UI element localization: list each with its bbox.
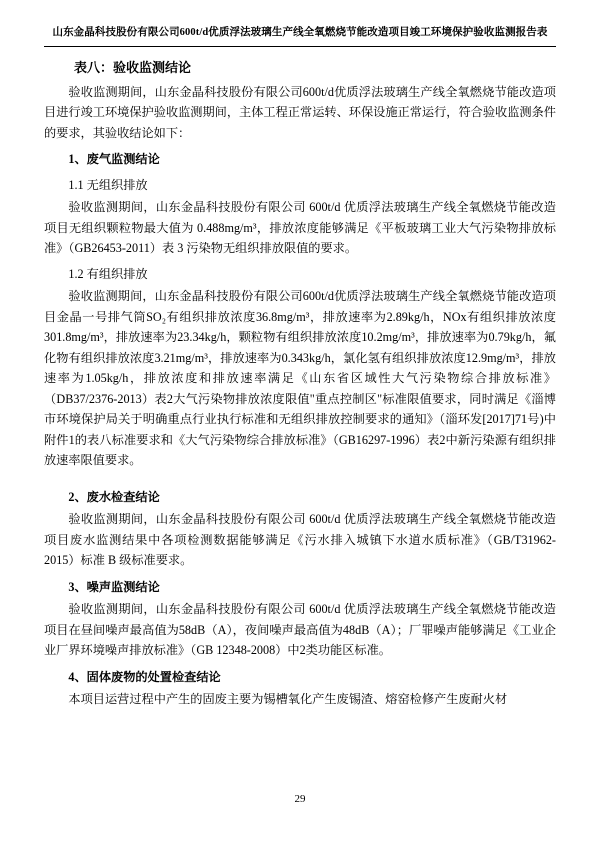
section-heading-4: 4、固体废物的处置检查结论 [68,669,221,684]
section-heading-1: 1、废气监测结论 [68,152,160,167]
running-header: 山东金晶科技股份有限公司600t/d优质浮法玻璃生产线全氧燃烧节能改造项目竣工环境保护验收监测报告表 [44,26,556,47]
page-title: 表八：验收监测结论 [74,59,192,75]
paragraph-1-2-1: 验收监测期间，山东金晶科技股份有限公司600t/d优质浮法玻璃生产线全氧燃烧节能改造项目金晶一号排气筒SO₂有组织排放浓度36.8mg/m³，排放速率为2.89kg/h，NOx有组织排放浓度301.8mg/m³，排放速率为23.34kg/h，颗粒物有组织排放浓度10.2mg/m³，排放速率为0.79kg/h，氟化物有组织排放浓度3.21mg/m³，排放速率为0.343kg/h，氯化氢有组织排放浓度12.9mg/m³，排放速率为1.05kg/h，排放浓度和排放速率满足《山东省区域性大气污染物综合排放标准》（DB37/2376-2013）表2大气污染物排放浓度限值"重点控制区"标准限值要求，同时满足《淄博市环境保护局关于明确重点行业执行标准和无组织排放控制要求的通知》（淄环发[2017]71号)中附件1的表八标准要求和《大气污染物综合排放标准》（GB16297-1996）表2中新污染源有组织排放速率限值要求。 [44,289,556,468]
paragraph-4-1: 本项目运营过程中产生的固废主要为锡槽氧化产生废锡渣、熔窑检修产生废耐火材 [68,692,508,707]
page-number: 29 [294,793,306,805]
subsection-heading-1-2: 1.2 有组织排放 [68,266,148,281]
paragraph-3-1: 验收监测期间，山东金晶科技股份有限公司 600t/d 优质浮法玻璃生产线全氧燃烧节能改造项目在昼间噪声最高值为58dB（A），夜间噪声最高值为48dB（A）；厂罪噪声能够满足《工业企业厂界环境噪声排放标准》（GB 12348-2008）中2类功能区标准。 [44,602,556,658]
paragraph-1-1-1: 验收监测期间，山东金晶科技股份有限公司 600t/d 优质浮法玻璃生产线全氧燃烧节能改造项目无组织颗粒物最大值为 0.488mg/m³，排放浓度能够满足《平板玻璃工业大气污染物排放标准》（GB26453-2011）表 3 污染物无组织排放限值的要求。 [44,200,556,256]
paragraph-2-1: 验收监测期间，山东金晶科技股份有限公司 600t/d 优质浮法玻璃生产线全氧燃烧节能改造项目废水监测结果中各项检测数据能够满足《污水排入城镇下水道水质标准》（GB/T31962-2015）标准 B 级标准要求。 [44,512,556,568]
section-heading-2: 2、废水检查结论 [68,489,160,504]
section-heading-3: 3、噪声监测结论 [68,579,160,594]
document-body [44,82,556,710]
spacer [44,472,556,481]
intro-paragraph: 验收监测期间，山东金晶科技股份有限公司600t/d优质浮法玻璃生产线全氧燃烧节能改造项目进行竣工环境保护验收监测期间，主体工程正常运转、环保设施正常运行，符合验收监测条件的要求，其验收结论如下： [44,84,556,140]
subsection-heading-1-1: 1.1 无组织排放 [68,177,148,192]
